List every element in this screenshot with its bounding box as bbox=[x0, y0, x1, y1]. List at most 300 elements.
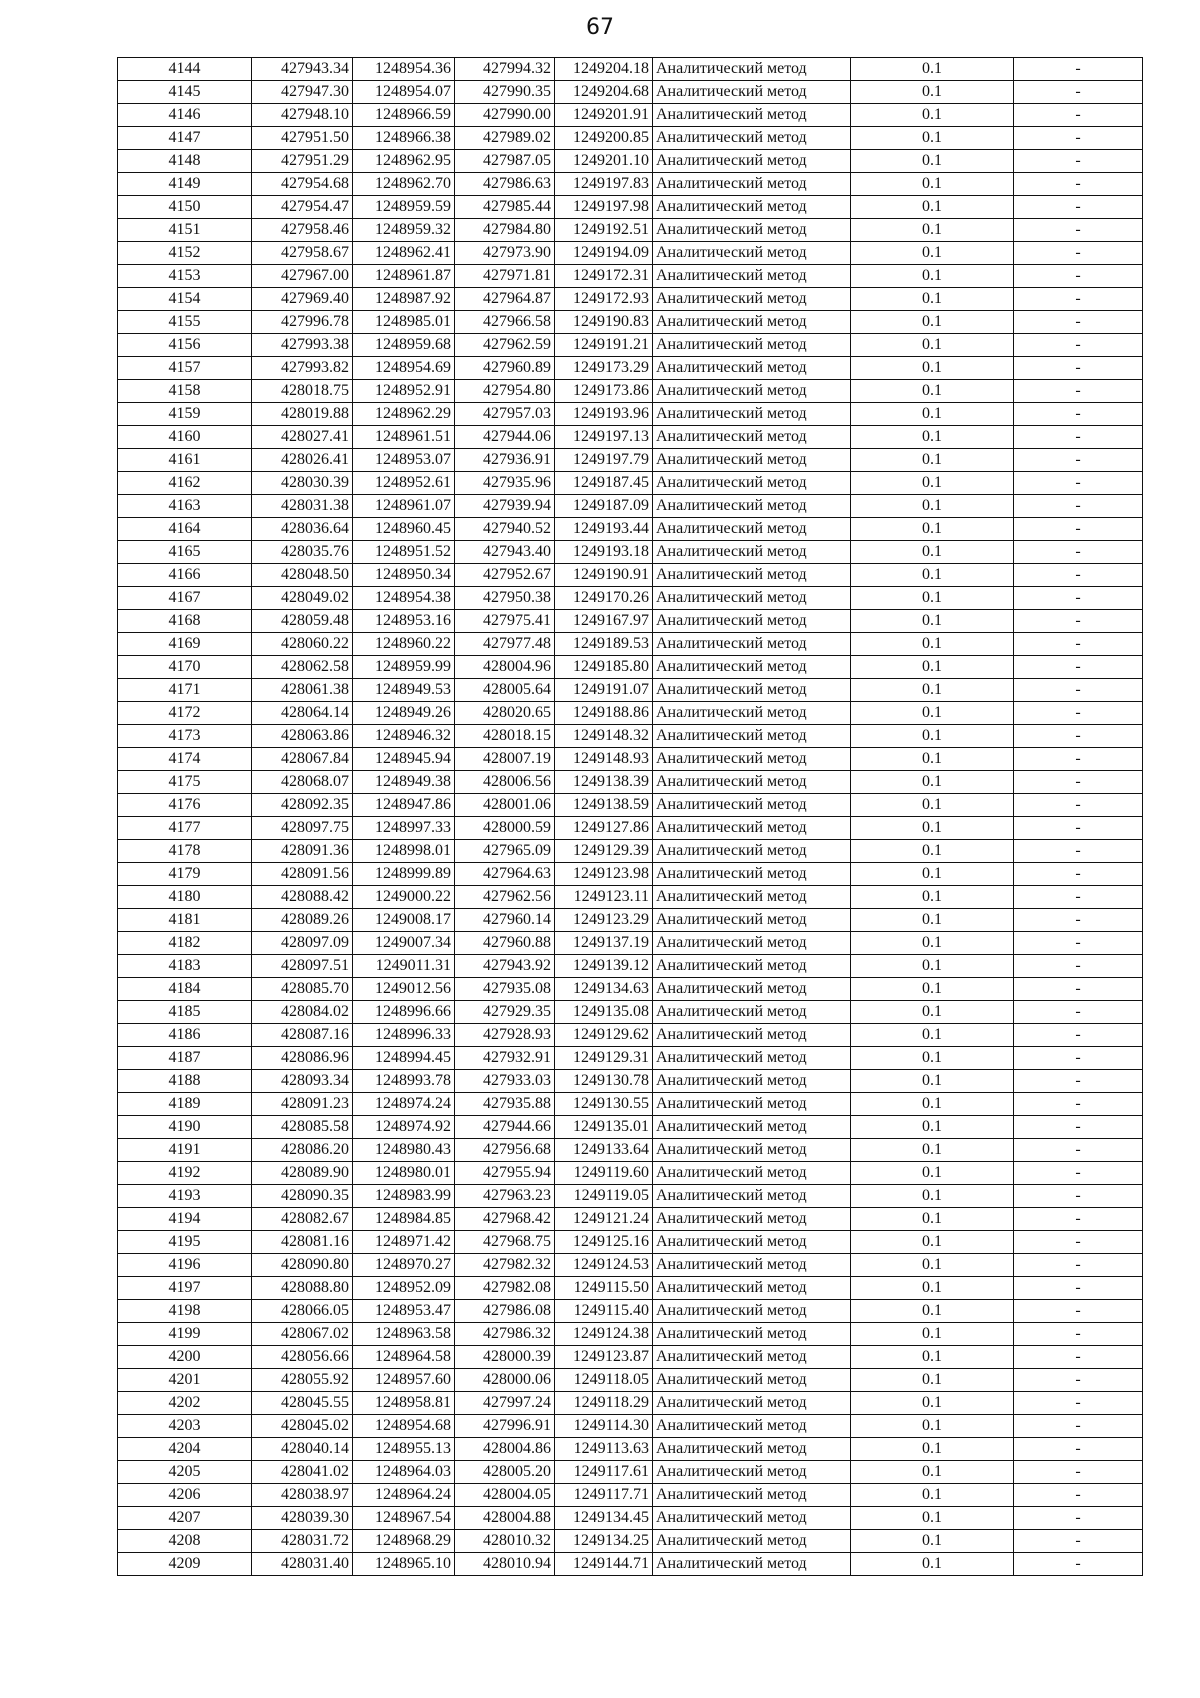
cell-y2-value: 1249204.18 bbox=[555, 58, 653, 81]
cell-point-number: 4178 bbox=[118, 840, 252, 863]
cell-y1-value: 1248974.92 bbox=[353, 1116, 455, 1139]
cell-x2-value: 427986.32 bbox=[455, 1323, 555, 1346]
cell-y2-value: 1249192.51 bbox=[555, 219, 653, 242]
cell-x1-value: 427954.47 bbox=[252, 196, 353, 219]
cell-point-number: 4173 bbox=[118, 725, 252, 748]
cell-x2-value: 427977.48 bbox=[455, 633, 555, 656]
cell-x2-value: 427966.58 bbox=[455, 311, 555, 334]
cell-x2-value: 427964.63 bbox=[455, 863, 555, 886]
cell-accuracy: 0.1 bbox=[851, 1530, 1014, 1553]
cell-y1-value: 1248962.95 bbox=[353, 150, 455, 173]
cell-x2-value: 428004.05 bbox=[455, 1484, 555, 1507]
cell-note: - bbox=[1014, 1461, 1143, 1484]
cell-x2-value: 428001.06 bbox=[455, 794, 555, 817]
cell-method: Аналитический метод bbox=[653, 1231, 851, 1254]
cell-x2-value: 427955.94 bbox=[455, 1162, 555, 1185]
cell-y1-value: 1248971.42 bbox=[353, 1231, 455, 1254]
cell-x1-value: 428089.90 bbox=[252, 1162, 353, 1185]
cell-method: Аналитический метод bbox=[653, 403, 851, 426]
cell-accuracy: 0.1 bbox=[851, 357, 1014, 380]
cell-y1-value: 1248994.45 bbox=[353, 1047, 455, 1070]
cell-x1-value: 428067.02 bbox=[252, 1323, 353, 1346]
coordinates-table-body bbox=[118, 58, 1143, 1576]
cell-method: Аналитический метод bbox=[653, 1300, 851, 1323]
cell-x1-value: 428062.58 bbox=[252, 656, 353, 679]
table-row bbox=[118, 610, 1143, 633]
cell-x1-value: 428084.02 bbox=[252, 1001, 353, 1024]
cell-y1-value: 1248952.61 bbox=[353, 472, 455, 495]
cell-accuracy: 0.1 bbox=[851, 1093, 1014, 1116]
cell-method: Аналитический метод bbox=[653, 1553, 851, 1576]
cell-x2-value: 427975.41 bbox=[455, 610, 555, 633]
cell-method: Аналитический метод bbox=[653, 541, 851, 564]
cell-x2-value: 427943.40 bbox=[455, 541, 555, 564]
cell-y1-value: 1248960.22 bbox=[353, 633, 455, 656]
cell-x1-value: 427947.30 bbox=[252, 81, 353, 104]
cell-y2-value: 1249201.10 bbox=[555, 150, 653, 173]
table-row bbox=[118, 1461, 1143, 1484]
cell-accuracy: 0.1 bbox=[851, 1116, 1014, 1139]
cell-method: Аналитический метод bbox=[653, 242, 851, 265]
cell-point-number: 4204 bbox=[118, 1438, 252, 1461]
cell-y1-value: 1248962.41 bbox=[353, 242, 455, 265]
cell-point-number: 4157 bbox=[118, 357, 252, 380]
cell-accuracy: 0.1 bbox=[851, 1300, 1014, 1323]
cell-point-number: 4205 bbox=[118, 1461, 252, 1484]
table-row bbox=[118, 863, 1143, 886]
cell-accuracy: 0.1 bbox=[851, 656, 1014, 679]
cell-method: Аналитический метод bbox=[653, 1162, 851, 1185]
cell-y1-value: 1248954.07 bbox=[353, 81, 455, 104]
cell-method: Аналитический метод bbox=[653, 1001, 851, 1024]
cell-x2-value: 427936.91 bbox=[455, 449, 555, 472]
cell-note: - bbox=[1014, 150, 1143, 173]
cell-accuracy: 0.1 bbox=[851, 1231, 1014, 1254]
cell-accuracy: 0.1 bbox=[851, 58, 1014, 81]
cell-method: Аналитический метод bbox=[653, 1415, 851, 1438]
cell-accuracy: 0.1 bbox=[851, 1484, 1014, 1507]
cell-accuracy: 0.1 bbox=[851, 1254, 1014, 1277]
cell-y2-value: 1249115.40 bbox=[555, 1300, 653, 1323]
cell-y1-value: 1248949.26 bbox=[353, 702, 455, 725]
cell-y2-value: 1249194.09 bbox=[555, 242, 653, 265]
table-row bbox=[118, 1254, 1143, 1277]
cell-x1-value: 428060.22 bbox=[252, 633, 353, 656]
cell-point-number: 4167 bbox=[118, 587, 252, 610]
cell-x2-value: 427956.68 bbox=[455, 1139, 555, 1162]
cell-x1-value: 428086.20 bbox=[252, 1139, 353, 1162]
cell-note: - bbox=[1014, 587, 1143, 610]
cell-y2-value: 1249197.83 bbox=[555, 173, 653, 196]
cell-note: - bbox=[1014, 403, 1143, 426]
cell-method: Аналитический метод bbox=[653, 1185, 851, 1208]
cell-note: - bbox=[1014, 932, 1143, 955]
cell-accuracy: 0.1 bbox=[851, 219, 1014, 242]
cell-accuracy: 0.1 bbox=[851, 978, 1014, 1001]
cell-y2-value: 1249197.13 bbox=[555, 426, 653, 449]
cell-note: - bbox=[1014, 1553, 1143, 1576]
cell-x2-value: 427968.42 bbox=[455, 1208, 555, 1231]
cell-x1-value: 428090.35 bbox=[252, 1185, 353, 1208]
cell-x2-value: 427962.56 bbox=[455, 886, 555, 909]
cell-point-number: 4191 bbox=[118, 1139, 252, 1162]
cell-y2-value: 1249134.63 bbox=[555, 978, 653, 1001]
cell-x2-value: 427950.38 bbox=[455, 587, 555, 610]
cell-note: - bbox=[1014, 380, 1143, 403]
cell-y1-value: 1248970.27 bbox=[353, 1254, 455, 1277]
cell-x1-value: 428068.07 bbox=[252, 771, 353, 794]
cell-x1-value: 427954.68 bbox=[252, 173, 353, 196]
cell-note: - bbox=[1014, 173, 1143, 196]
cell-y2-value: 1249123.87 bbox=[555, 1346, 653, 1369]
cell-note: - bbox=[1014, 1277, 1143, 1300]
cell-y2-value: 1249148.93 bbox=[555, 748, 653, 771]
cell-y1-value: 1248951.52 bbox=[353, 541, 455, 564]
table-row bbox=[118, 1484, 1143, 1507]
cell-point-number: 4190 bbox=[118, 1116, 252, 1139]
cell-point-number: 4181 bbox=[118, 909, 252, 932]
cell-method: Аналитический метод bbox=[653, 58, 851, 81]
cell-x1-value: 428097.51 bbox=[252, 955, 353, 978]
cell-y2-value: 1249188.86 bbox=[555, 702, 653, 725]
cell-note: - bbox=[1014, 58, 1143, 81]
cell-y2-value: 1249189.53 bbox=[555, 633, 653, 656]
table-row bbox=[118, 334, 1143, 357]
cell-accuracy: 0.1 bbox=[851, 426, 1014, 449]
cell-y2-value: 1249193.44 bbox=[555, 518, 653, 541]
cell-method: Аналитический метод bbox=[653, 725, 851, 748]
cell-accuracy: 0.1 bbox=[851, 288, 1014, 311]
table-row bbox=[118, 1415, 1143, 1438]
cell-accuracy: 0.1 bbox=[851, 702, 1014, 725]
cell-point-number: 4174 bbox=[118, 748, 252, 771]
cell-point-number: 4202 bbox=[118, 1392, 252, 1415]
cell-method: Аналитический метод bbox=[653, 771, 851, 794]
cell-point-number: 4177 bbox=[118, 817, 252, 840]
cell-method: Аналитический метод bbox=[653, 1277, 851, 1300]
cell-y2-value: 1249118.05 bbox=[555, 1369, 653, 1392]
cell-y2-value: 1249148.32 bbox=[555, 725, 653, 748]
cell-note: - bbox=[1014, 1231, 1143, 1254]
table-row bbox=[118, 771, 1143, 794]
cell-point-number: 4146 bbox=[118, 104, 252, 127]
table-row bbox=[118, 1553, 1143, 1576]
table-row bbox=[118, 748, 1143, 771]
cell-accuracy: 0.1 bbox=[851, 886, 1014, 909]
cell-x2-value: 427986.63 bbox=[455, 173, 555, 196]
cell-method: Аналитический метод bbox=[653, 81, 851, 104]
cell-method: Аналитический метод bbox=[653, 748, 851, 771]
cell-accuracy: 0.1 bbox=[851, 1001, 1014, 1024]
cell-note: - bbox=[1014, 196, 1143, 219]
page-number: 67 bbox=[586, 15, 614, 40]
cell-y2-value: 1249197.79 bbox=[555, 449, 653, 472]
cell-note: - bbox=[1014, 794, 1143, 817]
cell-accuracy: 0.1 bbox=[851, 564, 1014, 587]
cell-note: - bbox=[1014, 1507, 1143, 1530]
cell-y2-value: 1249138.39 bbox=[555, 771, 653, 794]
cell-method: Аналитический метод bbox=[653, 1047, 851, 1070]
cell-point-number: 4208 bbox=[118, 1530, 252, 1553]
table-row bbox=[118, 1507, 1143, 1530]
cell-method: Аналитический метод bbox=[653, 196, 851, 219]
cell-point-number: 4175 bbox=[118, 771, 252, 794]
cell-note: - bbox=[1014, 426, 1143, 449]
cell-y2-value: 1249135.01 bbox=[555, 1116, 653, 1139]
table-row bbox=[118, 1070, 1143, 1093]
cell-y1-value: 1248945.94 bbox=[353, 748, 455, 771]
cell-point-number: 4187 bbox=[118, 1047, 252, 1070]
cell-x1-value: 428091.23 bbox=[252, 1093, 353, 1116]
cell-x2-value: 427990.35 bbox=[455, 81, 555, 104]
cell-x1-value: 428066.05 bbox=[252, 1300, 353, 1323]
cell-method: Аналитический метод bbox=[653, 1208, 851, 1231]
cell-method: Аналитический метод bbox=[653, 1093, 851, 1116]
cell-note: - bbox=[1014, 863, 1143, 886]
cell-y1-value: 1248997.33 bbox=[353, 817, 455, 840]
cell-note: - bbox=[1014, 242, 1143, 265]
cell-note: - bbox=[1014, 127, 1143, 150]
cell-y1-value: 1249008.17 bbox=[353, 909, 455, 932]
table-row bbox=[118, 1047, 1143, 1070]
cell-x2-value: 427965.09 bbox=[455, 840, 555, 863]
cell-point-number: 4199 bbox=[118, 1323, 252, 1346]
cell-y2-value: 1249118.29 bbox=[555, 1392, 653, 1415]
cell-method: Аналитический метод bbox=[653, 702, 851, 725]
cell-x1-value: 427993.82 bbox=[252, 357, 353, 380]
cell-accuracy: 0.1 bbox=[851, 587, 1014, 610]
cell-x1-value: 428087.16 bbox=[252, 1024, 353, 1047]
cell-accuracy: 0.1 bbox=[851, 1553, 1014, 1576]
table-row bbox=[118, 58, 1143, 81]
table-row bbox=[118, 564, 1143, 587]
table-row bbox=[118, 173, 1143, 196]
cell-accuracy: 0.1 bbox=[851, 932, 1014, 955]
cell-y2-value: 1249193.18 bbox=[555, 541, 653, 564]
cell-x1-value: 427996.78 bbox=[252, 311, 353, 334]
cell-x1-value: 428031.40 bbox=[252, 1553, 353, 1576]
cell-note: - bbox=[1014, 288, 1143, 311]
cell-x1-value: 427958.46 bbox=[252, 219, 353, 242]
cell-x2-value: 427928.93 bbox=[455, 1024, 555, 1047]
cell-x2-value: 427964.87 bbox=[455, 288, 555, 311]
cell-y1-value: 1248980.43 bbox=[353, 1139, 455, 1162]
table-row bbox=[118, 1231, 1143, 1254]
cell-x2-value: 427944.66 bbox=[455, 1116, 555, 1139]
cell-x1-value: 427967.00 bbox=[252, 265, 353, 288]
cell-y2-value: 1249130.55 bbox=[555, 1093, 653, 1116]
cell-x1-value: 428067.84 bbox=[252, 748, 353, 771]
table-row bbox=[118, 656, 1143, 679]
cell-x1-value: 428036.64 bbox=[252, 518, 353, 541]
cell-accuracy: 0.1 bbox=[851, 1461, 1014, 1484]
cell-y1-value: 1248946.32 bbox=[353, 725, 455, 748]
cell-note: - bbox=[1014, 1392, 1143, 1415]
table-row bbox=[118, 1162, 1143, 1185]
cell-method: Аналитический метод bbox=[653, 633, 851, 656]
cell-y2-value: 1249187.45 bbox=[555, 472, 653, 495]
cell-point-number: 4168 bbox=[118, 610, 252, 633]
cell-y1-value: 1249012.56 bbox=[353, 978, 455, 1001]
cell-note: - bbox=[1014, 679, 1143, 702]
cell-method: Аналитический метод bbox=[653, 334, 851, 357]
cell-note: - bbox=[1014, 104, 1143, 127]
cell-accuracy: 0.1 bbox=[851, 863, 1014, 886]
cell-point-number: 4170 bbox=[118, 656, 252, 679]
cell-point-number: 4164 bbox=[118, 518, 252, 541]
cell-x1-value: 428040.14 bbox=[252, 1438, 353, 1461]
table-row bbox=[118, 955, 1143, 978]
cell-note: - bbox=[1014, 1369, 1143, 1392]
cell-method: Аналитический метод bbox=[653, 1070, 851, 1093]
cell-x2-value: 427939.94 bbox=[455, 495, 555, 518]
cell-note: - bbox=[1014, 564, 1143, 587]
cell-note: - bbox=[1014, 1001, 1143, 1024]
cell-point-number: 4144 bbox=[118, 58, 252, 81]
cell-accuracy: 0.1 bbox=[851, 633, 1014, 656]
cell-y1-value: 1248996.66 bbox=[353, 1001, 455, 1024]
cell-y1-value: 1248960.45 bbox=[353, 518, 455, 541]
cell-y1-value: 1248959.32 bbox=[353, 219, 455, 242]
cell-accuracy: 0.1 bbox=[851, 610, 1014, 633]
cell-y1-value: 1248950.34 bbox=[353, 564, 455, 587]
cell-method: Аналитический метод bbox=[653, 1392, 851, 1415]
cell-y2-value: 1249191.21 bbox=[555, 334, 653, 357]
cell-method: Аналитический метод bbox=[653, 426, 851, 449]
cell-y1-value: 1248980.01 bbox=[353, 1162, 455, 1185]
cell-accuracy: 0.1 bbox=[851, 1162, 1014, 1185]
cell-method: Аналитический метод bbox=[653, 449, 851, 472]
table-row bbox=[118, 817, 1143, 840]
cell-x1-value: 428090.80 bbox=[252, 1254, 353, 1277]
cell-note: - bbox=[1014, 886, 1143, 909]
cell-note: - bbox=[1014, 1093, 1143, 1116]
cell-x2-value: 427960.14 bbox=[455, 909, 555, 932]
cell-point-number: 4155 bbox=[118, 311, 252, 334]
cell-x1-value: 427993.38 bbox=[252, 334, 353, 357]
cell-accuracy: 0.1 bbox=[851, 748, 1014, 771]
cell-y2-value: 1249170.26 bbox=[555, 587, 653, 610]
cell-point-number: 4206 bbox=[118, 1484, 252, 1507]
table-row bbox=[118, 127, 1143, 150]
cell-point-number: 4201 bbox=[118, 1369, 252, 1392]
cell-note: - bbox=[1014, 449, 1143, 472]
cell-y1-value: 1248953.16 bbox=[353, 610, 455, 633]
cell-accuracy: 0.1 bbox=[851, 1392, 1014, 1415]
cell-x1-value: 428048.50 bbox=[252, 564, 353, 587]
cell-note: - bbox=[1014, 81, 1143, 104]
cell-y1-value: 1248993.78 bbox=[353, 1070, 455, 1093]
cell-method: Аналитический метод bbox=[653, 840, 851, 863]
cell-note: - bbox=[1014, 1070, 1143, 1093]
cell-point-number: 4163 bbox=[118, 495, 252, 518]
cell-accuracy: 0.1 bbox=[851, 794, 1014, 817]
cell-y2-value: 1249124.38 bbox=[555, 1323, 653, 1346]
cell-x2-value: 427960.88 bbox=[455, 932, 555, 955]
table-row bbox=[118, 1323, 1143, 1346]
cell-accuracy: 0.1 bbox=[851, 679, 1014, 702]
cell-x1-value: 427951.29 bbox=[252, 150, 353, 173]
cell-method: Аналитический метод bbox=[653, 1116, 851, 1139]
cell-y1-value: 1248947.86 bbox=[353, 794, 455, 817]
cell-x1-value: 428041.02 bbox=[252, 1461, 353, 1484]
cell-note: - bbox=[1014, 265, 1143, 288]
cell-method: Аналитический метод bbox=[653, 1507, 851, 1530]
cell-accuracy: 0.1 bbox=[851, 909, 1014, 932]
table-row bbox=[118, 587, 1143, 610]
cell-x2-value: 427960.89 bbox=[455, 357, 555, 380]
table-row bbox=[118, 265, 1143, 288]
cell-note: - bbox=[1014, 771, 1143, 794]
table-row bbox=[118, 449, 1143, 472]
cell-y1-value: 1248964.03 bbox=[353, 1461, 455, 1484]
cell-x1-value: 428085.70 bbox=[252, 978, 353, 1001]
cell-y1-value: 1248998.01 bbox=[353, 840, 455, 863]
cell-x1-value: 428031.72 bbox=[252, 1530, 353, 1553]
cell-y1-value: 1248984.85 bbox=[353, 1208, 455, 1231]
cell-y1-value: 1248987.92 bbox=[353, 288, 455, 311]
cell-y1-value: 1248963.58 bbox=[353, 1323, 455, 1346]
cell-x2-value: 427957.03 bbox=[455, 403, 555, 426]
cell-point-number: 4160 bbox=[118, 426, 252, 449]
cell-note: - bbox=[1014, 1530, 1143, 1553]
cell-method: Аналитический метод bbox=[653, 472, 851, 495]
cell-y1-value: 1248959.59 bbox=[353, 196, 455, 219]
cell-y1-value: 1248953.47 bbox=[353, 1300, 455, 1323]
cell-method: Аналитический метод bbox=[653, 564, 851, 587]
cell-y1-value: 1248955.13 bbox=[353, 1438, 455, 1461]
cell-y1-value: 1248954.38 bbox=[353, 587, 455, 610]
table-row bbox=[118, 1208, 1143, 1231]
cell-y1-value: 1248966.38 bbox=[353, 127, 455, 150]
cell-x2-value: 427963.23 bbox=[455, 1185, 555, 1208]
table-row bbox=[118, 1001, 1143, 1024]
cell-point-number: 4156 bbox=[118, 334, 252, 357]
cell-x2-value: 428010.94 bbox=[455, 1553, 555, 1576]
cell-y2-value: 1249201.91 bbox=[555, 104, 653, 127]
cell-x1-value: 428045.55 bbox=[252, 1392, 353, 1415]
cell-x1-value: 428086.96 bbox=[252, 1047, 353, 1070]
cell-y2-value: 1249134.25 bbox=[555, 1530, 653, 1553]
cell-x2-value: 427944.06 bbox=[455, 426, 555, 449]
cell-x2-value: 428020.65 bbox=[455, 702, 555, 725]
cell-x1-value: 428082.67 bbox=[252, 1208, 353, 1231]
cell-y1-value: 1248952.09 bbox=[353, 1277, 455, 1300]
cell-y2-value: 1249173.29 bbox=[555, 357, 653, 380]
cell-note: - bbox=[1014, 1024, 1143, 1047]
cell-x2-value: 427943.92 bbox=[455, 955, 555, 978]
cell-point-number: 4179 bbox=[118, 863, 252, 886]
cell-y2-value: 1249115.50 bbox=[555, 1277, 653, 1300]
cell-method: Аналитический метод bbox=[653, 104, 851, 127]
table-row bbox=[118, 633, 1143, 656]
cell-x2-value: 427971.81 bbox=[455, 265, 555, 288]
cell-x2-value: 427952.67 bbox=[455, 564, 555, 587]
cell-note: - bbox=[1014, 610, 1143, 633]
cell-point-number: 4161 bbox=[118, 449, 252, 472]
table-row bbox=[118, 219, 1143, 242]
cell-y1-value: 1248985.01 bbox=[353, 311, 455, 334]
table-row bbox=[118, 702, 1143, 725]
table-row bbox=[118, 1024, 1143, 1047]
cell-note: - bbox=[1014, 1116, 1143, 1139]
cell-x1-value: 427943.34 bbox=[252, 58, 353, 81]
cell-method: Аналитический метод bbox=[653, 679, 851, 702]
cell-point-number: 4159 bbox=[118, 403, 252, 426]
cell-note: - bbox=[1014, 495, 1143, 518]
cell-note: - bbox=[1014, 472, 1143, 495]
cell-method: Аналитический метод bbox=[653, 311, 851, 334]
